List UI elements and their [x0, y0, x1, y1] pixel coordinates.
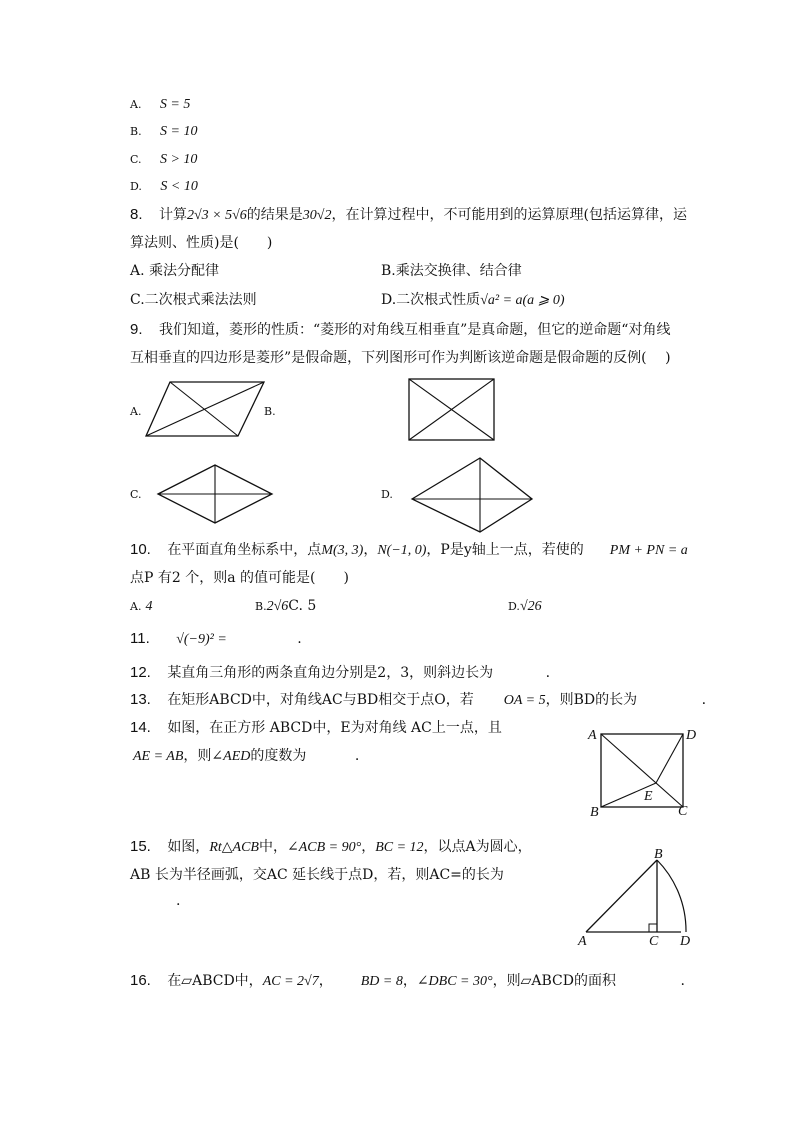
- question-number: 9.: [130, 321, 143, 338]
- q8-option-d-text: D.二次根式性质: [381, 292, 481, 308]
- q12-end: .: [545, 665, 551, 681]
- q9-figure-a-parallelogram: [144, 380, 268, 438]
- q8-expr-2: 30√2: [302, 208, 332, 223]
- q10-line-2: 点P 有2 个，则a 的值可能是( ): [130, 570, 349, 586]
- q10-point-n: N(−1, 0): [377, 543, 427, 558]
- q14-end: .: [354, 748, 360, 764]
- q14-line-2: [133, 746, 359, 767]
- question-number: 14.: [130, 719, 151, 736]
- q16-text-b: ，: [318, 973, 333, 989]
- q16-text-a: 在▱ABCD中，: [167, 973, 263, 989]
- q14-expr-2: ∠AED: [211, 749, 251, 764]
- q14-text: 如图，在正方形 ABCD中，E为对角线 AC上一点，且: [167, 720, 502, 736]
- q16-text-d: ，则▱ABCD的面积: [492, 973, 616, 989]
- q15-text-c: ，: [361, 839, 376, 855]
- q7-option-b: [130, 121, 198, 142]
- option-expr: S < 10: [160, 179, 198, 194]
- q15-end: .: [176, 893, 181, 909]
- question-number: 13.: [130, 691, 151, 708]
- option-label: B.: [130, 125, 142, 138]
- q8-option-d-expr: √a² = a(a ⩾ 0): [480, 293, 565, 308]
- option-expr: S = 10: [160, 124, 198, 139]
- option-c: C. 5: [288, 598, 317, 614]
- q15-text-a: 如图，: [167, 839, 210, 855]
- option-expr: S = 5: [159, 97, 191, 112]
- q8-expr-1: 2√3 × 5√6: [186, 208, 247, 223]
- q15-expr-2: ∠ACB = 90°: [286, 840, 362, 855]
- q10-point-m: M(3, 3): [321, 543, 364, 558]
- q9-figure-d-kite: [410, 456, 534, 534]
- q16-expr-2: BD = 8: [360, 974, 403, 989]
- q15-line-1: [130, 837, 532, 858]
- q15-text-d: ，以点A为圆心，: [423, 839, 532, 855]
- question-number: 8.: [130, 206, 143, 223]
- vertex-label-d: D: [680, 934, 691, 949]
- option-expr: 2√6: [266, 599, 289, 614]
- q14-text-c: 的度数为: [250, 748, 307, 764]
- option-label: A.: [130, 98, 142, 111]
- option-label: D.: [508, 600, 520, 613]
- q13-text-a: 在矩形ABCD中，对角线AC与BD相交于点O，若: [167, 692, 474, 708]
- q8-text-b: 的结果是: [246, 207, 303, 223]
- q10-line-1: [130, 540, 688, 561]
- vertex-label-b: B: [590, 805, 599, 820]
- q15-triangle-arc-figure: [574, 846, 698, 948]
- q12: [130, 663, 550, 683]
- q13-end: .: [701, 692, 707, 708]
- q11: [130, 629, 302, 650]
- q15-line-2: AB 长为半径画弧，交AC 延长线于点D，若，则AC=的长为: [130, 867, 504, 883]
- option-expr: S > 10: [159, 152, 198, 167]
- q9-line-1: [130, 320, 670, 340]
- question-number: 16.: [130, 972, 151, 989]
- q16-expr-1: AC = 2√7: [262, 974, 319, 989]
- q13: [130, 690, 706, 711]
- q13-expr: OA = 5: [503, 693, 546, 708]
- q15-expr-3: BC = 12: [375, 840, 424, 855]
- q8-line-2: 算法则、性质)是( ): [130, 235, 273, 251]
- option-label: D.: [130, 180, 142, 193]
- vertex-label-a: A: [578, 934, 587, 949]
- q9-text: 我们知道，菱形的性质：“菱形的对角线互相垂直”是真命题，但它的逆命题“对角线: [158, 322, 671, 338]
- q11-expr: √(−9)² =: [176, 632, 227, 647]
- q9-label-a: A.: [130, 405, 142, 418]
- option-expr: √26: [519, 599, 542, 614]
- q12-text: 某直角三角形的两条直角边分别是2，3，则斜边长为: [167, 665, 494, 681]
- q8-option-d: [381, 290, 565, 311]
- vertex-label-b: B: [654, 847, 663, 862]
- q8-text-a: 计算: [158, 207, 187, 223]
- q9-label-d: D.: [381, 488, 393, 501]
- q9-figure-c-rhombus: [156, 463, 274, 525]
- q16: [130, 971, 685, 992]
- question-number: 10.: [130, 541, 151, 558]
- q10-option-d: [508, 596, 542, 617]
- q8-text-c: ，在计算过程中，不可能用到的运算原理(包括运算律，运: [331, 207, 687, 223]
- q11-end: .: [297, 631, 302, 647]
- q14-line-1: [130, 718, 502, 738]
- option-label: A.: [130, 600, 142, 613]
- q8-option-a: A. 乘法分配律: [130, 263, 220, 279]
- q9-figure-b-rectangle: [408, 378, 496, 442]
- vertex-label-c: C: [649, 934, 659, 949]
- q15-expr-1: Rt△ACB: [209, 840, 259, 855]
- vertex-label-a: A: [588, 728, 597, 743]
- q14-expr-1: AE = AB: [133, 749, 184, 764]
- q9-label-b: B.: [264, 405, 276, 418]
- q10-option-a: [130, 596, 152, 617]
- q9-label-c: C.: [130, 488, 142, 501]
- q8-option-c: C.二次根式乘法法则: [130, 292, 257, 308]
- point-label-e: E: [644, 789, 653, 804]
- q16-end: .: [680, 973, 685, 989]
- option-label: C.: [130, 153, 142, 166]
- question-number: 12.: [130, 664, 151, 681]
- q10-sep: ，: [363, 542, 378, 558]
- q10-option-bc: [255, 596, 316, 617]
- q14-square-figure: [586, 726, 697, 822]
- q8-option-b: B.乘法交换律、结合律: [381, 263, 522, 279]
- question-number: 11.: [130, 630, 150, 647]
- vertex-label-c: C: [678, 804, 688, 819]
- q9-line-2: 互相垂直的四边形是菱形”是假命题，下列图形可作为判断该逆命题是假命题的反例( ): [130, 350, 671, 366]
- option-expr: 4: [145, 599, 153, 614]
- q7-option-a: [130, 94, 190, 115]
- q14-text-b: ，则: [183, 748, 212, 764]
- q8-line-1: [130, 205, 687, 226]
- q7-option-d: [130, 176, 198, 197]
- q16-expr-3: ∠DBC = 30°: [416, 974, 493, 989]
- question-number: 15.: [130, 838, 151, 855]
- q16-text-c: ，: [402, 973, 417, 989]
- q10-expr: PM + PN = a: [609, 543, 688, 558]
- q7-option-c: [130, 149, 197, 170]
- q15-text-b: 中，: [258, 839, 287, 855]
- q13-text-b: ，则BD的长为: [545, 692, 638, 708]
- vertex-label-d: D: [686, 728, 697, 743]
- q10-text-b: ，P是y轴上一点，若使的: [426, 542, 584, 558]
- q10-text-a: 在平面直角坐标系中，点: [167, 542, 322, 558]
- option-label: B.: [255, 600, 267, 613]
